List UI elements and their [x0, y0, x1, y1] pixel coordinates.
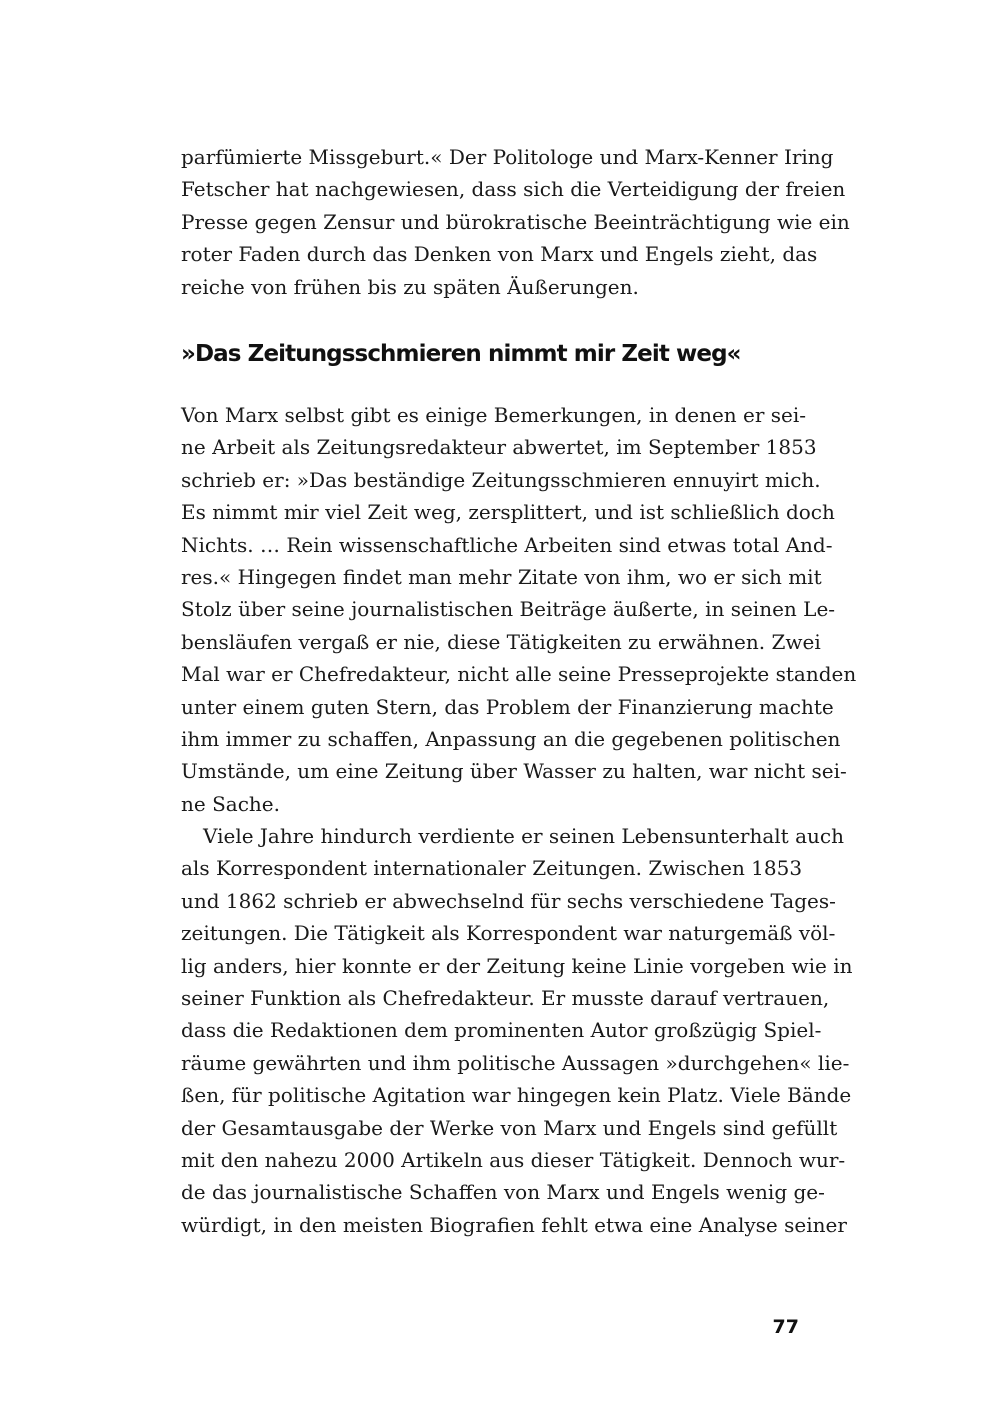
text-line: Stolz über seine journalistischen Beiträge äußerte, in seinen Le- [181, 597, 836, 622]
text-line: Mal war er Chefredakteur, nicht alle seine Presseprojekte standen [181, 662, 857, 687]
text-line: schrieb er: »Das beständige Zeitungsschmieren ennuyirt mich. [181, 467, 821, 492]
text-line: Fetscher hat nachgewiesen, dass sich die Verteidigung der freien [181, 177, 846, 202]
text-line: als Korrespondent internationaler Zeitungen. Zwischen 1853 [181, 856, 803, 881]
text-line: dass die Redaktionen dem prominenten Autor großzügig Spiel- [181, 1018, 822, 1043]
text-line: Viele Jahre hindurch verdiente er seinen Lebensunterhalt auch [203, 824, 844, 849]
paragraph-main [181, 399, 857, 1241]
text-line: de das journalistische Schaffen von Marx und Engels wenig ge- [181, 1180, 825, 1205]
paragraph-intro [181, 141, 850, 303]
text-line: zeitungen. Die Tätigkeit als Korrespondent war naturgemäß völ- [181, 921, 836, 946]
text-line: bensläufen vergaß er nie, diese Tätigkeiten zu erwähnen. Zwei [181, 629, 821, 654]
text-line: ne Sache. [181, 791, 280, 816]
text-line: Presse gegen Zensur und bürokratische Beeinträchtigung wie ein [181, 209, 850, 234]
text-line: res.« Hingegen findet man mehr Zitate von ihm, wo er sich mit [181, 564, 822, 589]
text-line: reiche von frühen bis zu späten Äußerungen. [181, 274, 639, 299]
text-line: mit den nahezu 2000 Artikeln aus dieser Tätigkeit. Dennoch wur- [181, 1147, 846, 1172]
text-line: ne Arbeit als Zeitungsredakteur abwertet, im September 1853 [181, 435, 817, 460]
text-line: seiner Funktion als Chefredakteur. Er musste darauf vertrauen, [181, 986, 830, 1011]
text-line: lig anders, hier konnte er der Zeitung keine Linie vorgeben wie in [181, 953, 853, 978]
text-line: und 1862 schrieb er abwechselnd für sechs verschiedene Tages- [181, 888, 836, 913]
text-line: würdigt, in den meisten Biografien fehlt etwa eine Analyse seiner [181, 1212, 847, 1237]
text-line: Nichts. … Rein wissenschaftliche Arbeiten sind etwas total And- [181, 532, 833, 557]
page-number: 77 [772, 1316, 799, 1338]
text-line: Umstände, um eine Zeitung über Wasser zu halten, war nicht sei- [181, 759, 847, 784]
text-line: Von Marx selbst gibt es einige Bemerkungen, in denen er sei- [181, 403, 807, 427]
text-line: Es nimmt mir viel Zeit weg, zersplittert, und ist schließlich doch [181, 500, 835, 525]
text-line: roter Faden durch das Denken von Marx und Engels zieht, das [181, 242, 818, 267]
text-line: parfümierte Missgeburt.« Der Politologe und Marx-Kenner Iring [181, 145, 834, 169]
text-line: räume gewährten und ihm politische Aussagen »durchgehen« lie- [181, 1050, 850, 1075]
section-heading: »Das Zeitungsschmieren nimmt mir Zeit weg« [181, 341, 741, 367]
text-line: ßen, für politische Agitation war hingegen kein Platz. Viele Bände [181, 1083, 852, 1108]
text-line: ihm immer zu schaffen, Anpassung an die gegebenen politischen [181, 726, 841, 751]
text-line: der Gesamtausgabe der Werke von Marx und Engels sind gefüllt [181, 1115, 838, 1140]
text-line: unter einem guten Stern, das Problem der Finanzierung machte [181, 694, 834, 719]
